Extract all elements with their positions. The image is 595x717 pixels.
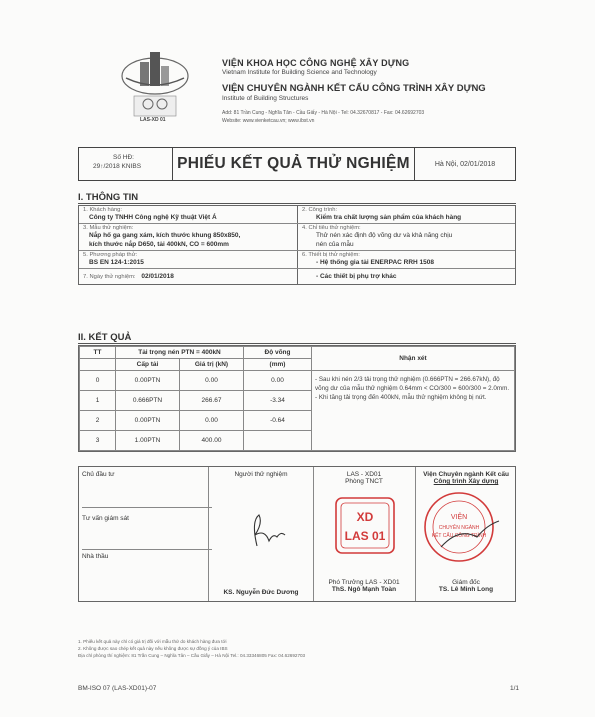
info-row (79, 206, 515, 223)
project-label: 2. Công trình: (302, 207, 338, 213)
document-title: PHIẾU KẾT QUẢ THỬ NGHIỆM (173, 148, 415, 180)
owner-label: Chủ đầu tư (82, 471, 115, 478)
equipment-value-2: - Các thiết bị phụ trợ khác (316, 273, 397, 280)
lab-name: ThS. Ngô Mạnh Toàn (331, 586, 397, 593)
col-deflection-unit: (mm) (244, 359, 312, 371)
col-load-value: Giá trị (kN) (180, 359, 244, 371)
stamp-las01: LAS 01 (344, 529, 386, 543)
footer-note-3: Địa chỉ phòng thí nghiệm: 81 Trần Cung – Nghĩa Tân – Cầu Giấy – Hà Nội Tel.: 04.33346805 Fax: 04.62692703 (78, 653, 306, 658)
signature-block (78, 466, 516, 602)
institute-logo-icon (118, 46, 192, 120)
project-value: Kiểm tra chất lượng sản phẩm của khách hàng (316, 214, 462, 221)
row-level: 1.00PTN (116, 431, 180, 451)
info-row (79, 223, 515, 250)
organization-header (222, 58, 552, 124)
tester-title: Người thử nghiệm (234, 471, 288, 478)
org2-name-en: Institute of Building Structures (222, 95, 309, 102)
institute-subtitle: Công trình Xây dựng (433, 478, 499, 485)
institute-column (415, 471, 517, 485)
test-date-value: 02/01/2018 (141, 273, 174, 280)
col-note: Nhận xét (312, 347, 515, 371)
note-line-1: - Sau khi nén 2/3 tải trọng thử nghiệm (0.666PTN = 266.67kN), độ võng dư của mẫu thử nghiệm 0.64mm < CO/300 = 600/300 = 2.0mm. (315, 376, 510, 392)
row-value: 0.00 (180, 371, 244, 391)
col-load: Tải trọng nén PTN = 400kN (116, 347, 244, 359)
tester-signature-icon (247, 511, 287, 551)
footer-note-1: 1. Phiếu kết quả này chỉ có giá trị đối với mẫu thử do khách hàng đưa tới (78, 639, 227, 644)
institute-name-block (415, 579, 517, 593)
section-divider (78, 203, 516, 204)
institute-seal-icon (421, 487, 501, 567)
results-note (312, 371, 515, 451)
footer-note-2: 2. Không được sao chép kết quả này nếu không được sự đồng ý của IBS (78, 646, 228, 651)
lab-stamp-icon (331, 495, 401, 557)
stamp-xd: XD (356, 510, 374, 524)
equipment-value-1: - Hệ thống gia tải ENERPAC RRH 1508 (316, 259, 434, 266)
criteria-value-line2: nén của mẫu (316, 241, 354, 248)
test-date-label: 7. Ngày thử nghiệm: (83, 274, 136, 280)
method-value: BS EN 124-1:2015 (89, 259, 144, 266)
row-deflection: 0.00 (244, 371, 312, 391)
tester-column (209, 471, 313, 478)
lab-column (313, 471, 415, 485)
row-tt: 2 (80, 411, 116, 431)
lab-name-block (313, 579, 415, 593)
row-deflection: -0.64 (244, 411, 312, 431)
customer-label: 1. Khách hàng: (83, 207, 122, 213)
row-level: 0.00PTN (116, 371, 180, 391)
customer-value: Công ty TNHH Công nghệ Kỹ thuật Việt Á (89, 214, 217, 221)
info-row (79, 268, 515, 284)
lab-subtitle: Phòng TNCT (345, 478, 383, 485)
org-website: Website: www.vienketcau.vn; www.ibst.vn (222, 118, 315, 124)
section-divider (78, 343, 516, 344)
org1-name-vi: VIỆN KHOA HỌC CÔNG NGHỆ XÂY DỰNG (222, 58, 410, 68)
contractor-label: Nhà thầu (82, 553, 109, 560)
sample-label: 3. Mẫu thử nghiệm: (83, 225, 134, 231)
org-address: Add: 81 Trần Cung - Nghĩa Tân - Cầu Giấy - Hà Nội - Tel: 04.32670817 - Fax: 04.62692703 (222, 110, 425, 116)
lab-role: Phó Trưởng LAS - XD01 (328, 579, 400, 586)
row-level: 0.00PTN (116, 411, 180, 431)
equipment-label: 6. Thiết bị thử nghiệm: (302, 252, 360, 258)
svg-text:CHUYÊN NGÀNH: CHUYÊN NGÀNH (438, 525, 480, 531)
col-deflection: Độ võng (244, 347, 312, 359)
row-tt: 3 (80, 431, 116, 451)
tester-name: KS. Nguyễn Đức Dương (223, 589, 299, 596)
table-row (80, 371, 515, 391)
criteria-label: 4. Chỉ tiêu thử nghiệm: (302, 225, 361, 231)
section-results-heading: II. KẾT QUẢ (78, 332, 132, 343)
lab-title: LAS - XD01 (346, 471, 382, 478)
logo-caption: LAS-XD 01 (140, 117, 166, 123)
supervisor-label: Tư vấn giám sát (82, 515, 129, 522)
row-tt: 1 (80, 391, 116, 411)
method-label: 5. Phương pháp thử: (83, 252, 138, 258)
row-value: 0.00 (180, 411, 244, 431)
svg-text:VIỆN: VIỆN (450, 514, 468, 521)
contract-number (79, 148, 173, 180)
info-table (78, 205, 516, 285)
page-number: 1/1 (510, 685, 520, 692)
sample-value-line1: Nắp hố ga gang xám, kích thước khung 850x850, (89, 232, 241, 239)
footer-notes (78, 638, 518, 659)
col-tt: TT (80, 347, 116, 359)
institute-name: TS. Lê Minh Long (438, 586, 494, 593)
parties-column (79, 467, 209, 601)
row-value: 266.67 (180, 391, 244, 411)
note-line-2: - Khi tăng tải trọng đến 400kN, mẫu thử nghiệm không bị nứt. (315, 394, 487, 401)
org2-name-vi: VIỆN CHUYÊN NGÀNH KẾT CẤU CÔNG TRÌNH XÂY DỰNG (222, 83, 486, 94)
row-level: 0.666PTN (116, 391, 180, 411)
row-value: 400.00 (180, 431, 244, 451)
form-code: BM-ISO 07 (LAS-XD01)-07 (78, 685, 157, 692)
row-deflection (244, 431, 312, 451)
sample-value-line2: kích thước nắp D650, tải 400kN, CO = 600mm (89, 241, 229, 248)
tester-name-block (209, 589, 313, 596)
criteria-value-line1: Thử nén xác định độ võng dư và khả năng chịu (316, 232, 453, 239)
row-deflection: -3.34 (244, 391, 312, 411)
col-load-level: Cấp tải (116, 359, 180, 371)
row-tt: 0 (80, 371, 116, 391)
info-row (79, 250, 515, 268)
institute-title: Viện Chuyên ngành Kết cấu (423, 471, 509, 478)
contract-number-value: 29↑/2018 KNIBS (93, 163, 142, 170)
title-box (78, 147, 516, 181)
contract-number-label: Số HĐ: (113, 154, 134, 161)
institute-role: Giám đốc (452, 579, 480, 586)
results-table (78, 345, 516, 452)
document-date: Hà Nội, 02/01/2018 (434, 160, 496, 168)
section-info-heading: I. THÔNG TIN (78, 192, 139, 203)
svg-text:KẾT CẤU CÔNG TRÌNH: KẾT CẤU CÔNG TRÌNH (431, 533, 487, 539)
org1-name-en: Vietnam Institute for Building Science and Technology (222, 69, 377, 76)
